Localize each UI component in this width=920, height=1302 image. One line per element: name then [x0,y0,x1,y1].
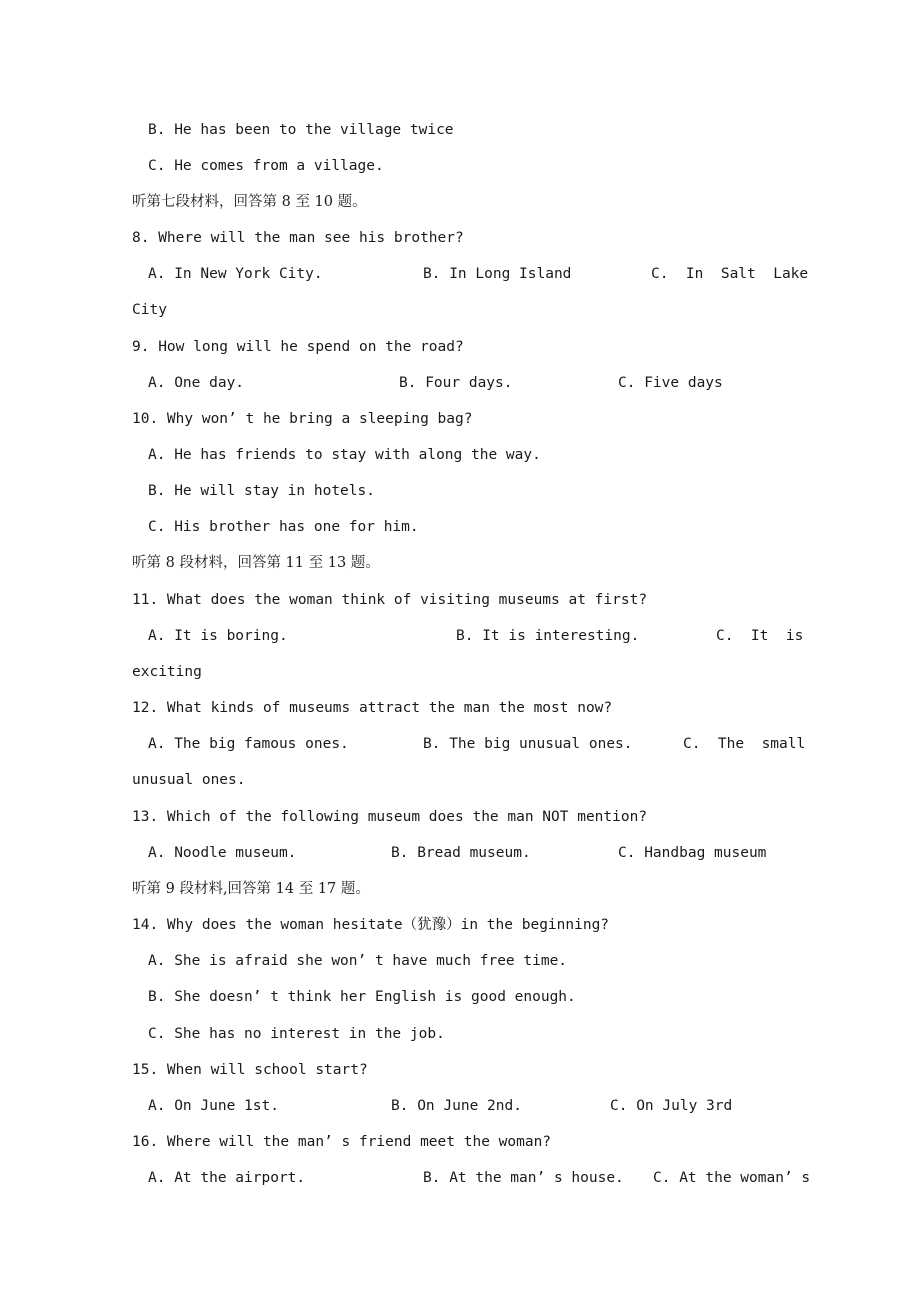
q8-option-c-continued: City [132,302,167,318]
question-15: 15. When will school start? [132,1062,368,1078]
q10-option-b: B. He will stay in hotels. [148,483,375,499]
section-7-instruction: 听第七段材料，回答第 8 至 10 题。 [132,194,367,210]
q15-option-b: B. On June 2nd. [391,1098,522,1114]
q12-option-b: B. The big unusual ones. [423,736,633,752]
q13-option-b: B. Bread museum. [391,845,531,861]
q16-option-c: C. At the woman’ s [653,1170,811,1186]
section-9-instruction: 听第 9 段材料,回答第 14 至 17 题。 [132,881,370,897]
q10-option-a: A. He has friends to stay with along the way. [148,447,541,463]
q12-option-a: A. The big famous ones. [148,736,349,752]
question-14: 14. Why does the woman hesitate（犹豫）in the beginning? [132,917,610,933]
q11-option-b: B. It is interesting. [456,628,640,644]
q14-option-a: A. She is afraid she won’ t have much free time. [148,953,568,969]
question-8: 8. Where will the man see his brother? [132,230,464,246]
q8-option-c: C. In Salt Lake [651,266,809,282]
q8-option-b: B. In Long Island [423,266,572,282]
question-12: 12. What kinds of museums attract the man the most now? [132,700,613,716]
q8-option-a: A. In New York City. [148,266,323,282]
q7-option-c: C. He comes from a village. [148,158,384,174]
q16-option-a: A. At the airport. [148,1170,306,1186]
q12-option-c-continued: unusual ones. [132,772,246,788]
q15-option-c: C. On July 3rd [610,1098,733,1114]
q11-option-a: A. It is boring. [148,628,288,644]
q9-option-b: B. Four days. [399,375,513,391]
question-9: 9. How long will he spend on the road? [132,339,464,355]
question-13: 13. Which of the following museum does the man NOT mention? [132,809,648,825]
q10-option-c: C. His brother has one for him. [148,519,419,535]
q7-option-b: B. He has been to the village twice [148,122,454,138]
q15-option-a: A. On June 1st. [148,1098,279,1114]
question-16: 16. Where will the man’ s friend meet the woman? [132,1134,552,1150]
q14-option-b: B. She doesn’ t think her English is good enough. [148,989,576,1005]
q11-option-c-continued: exciting [132,664,202,680]
question-10: 10. Why won’ t he bring a sleeping bag? [132,411,473,427]
q16-option-b: B. At the man’ s house. [423,1170,624,1186]
q13-option-c: C. Handbag museum [618,845,767,861]
section-8-instruction: 听第 8 段材料，回答第 11 至 13 题。 [132,555,380,571]
q12-option-c: C. The small [683,736,806,752]
q11-option-c: C. It is [716,628,804,644]
q13-option-a: A. Noodle museum. [148,845,297,861]
q9-option-a: A. One day. [148,375,245,391]
q9-option-c: C. Five days [618,375,723,391]
q14-option-c: C. She has no interest in the job. [148,1026,445,1042]
question-11: 11. What does the woman think of visiting museums at first? [132,592,648,608]
